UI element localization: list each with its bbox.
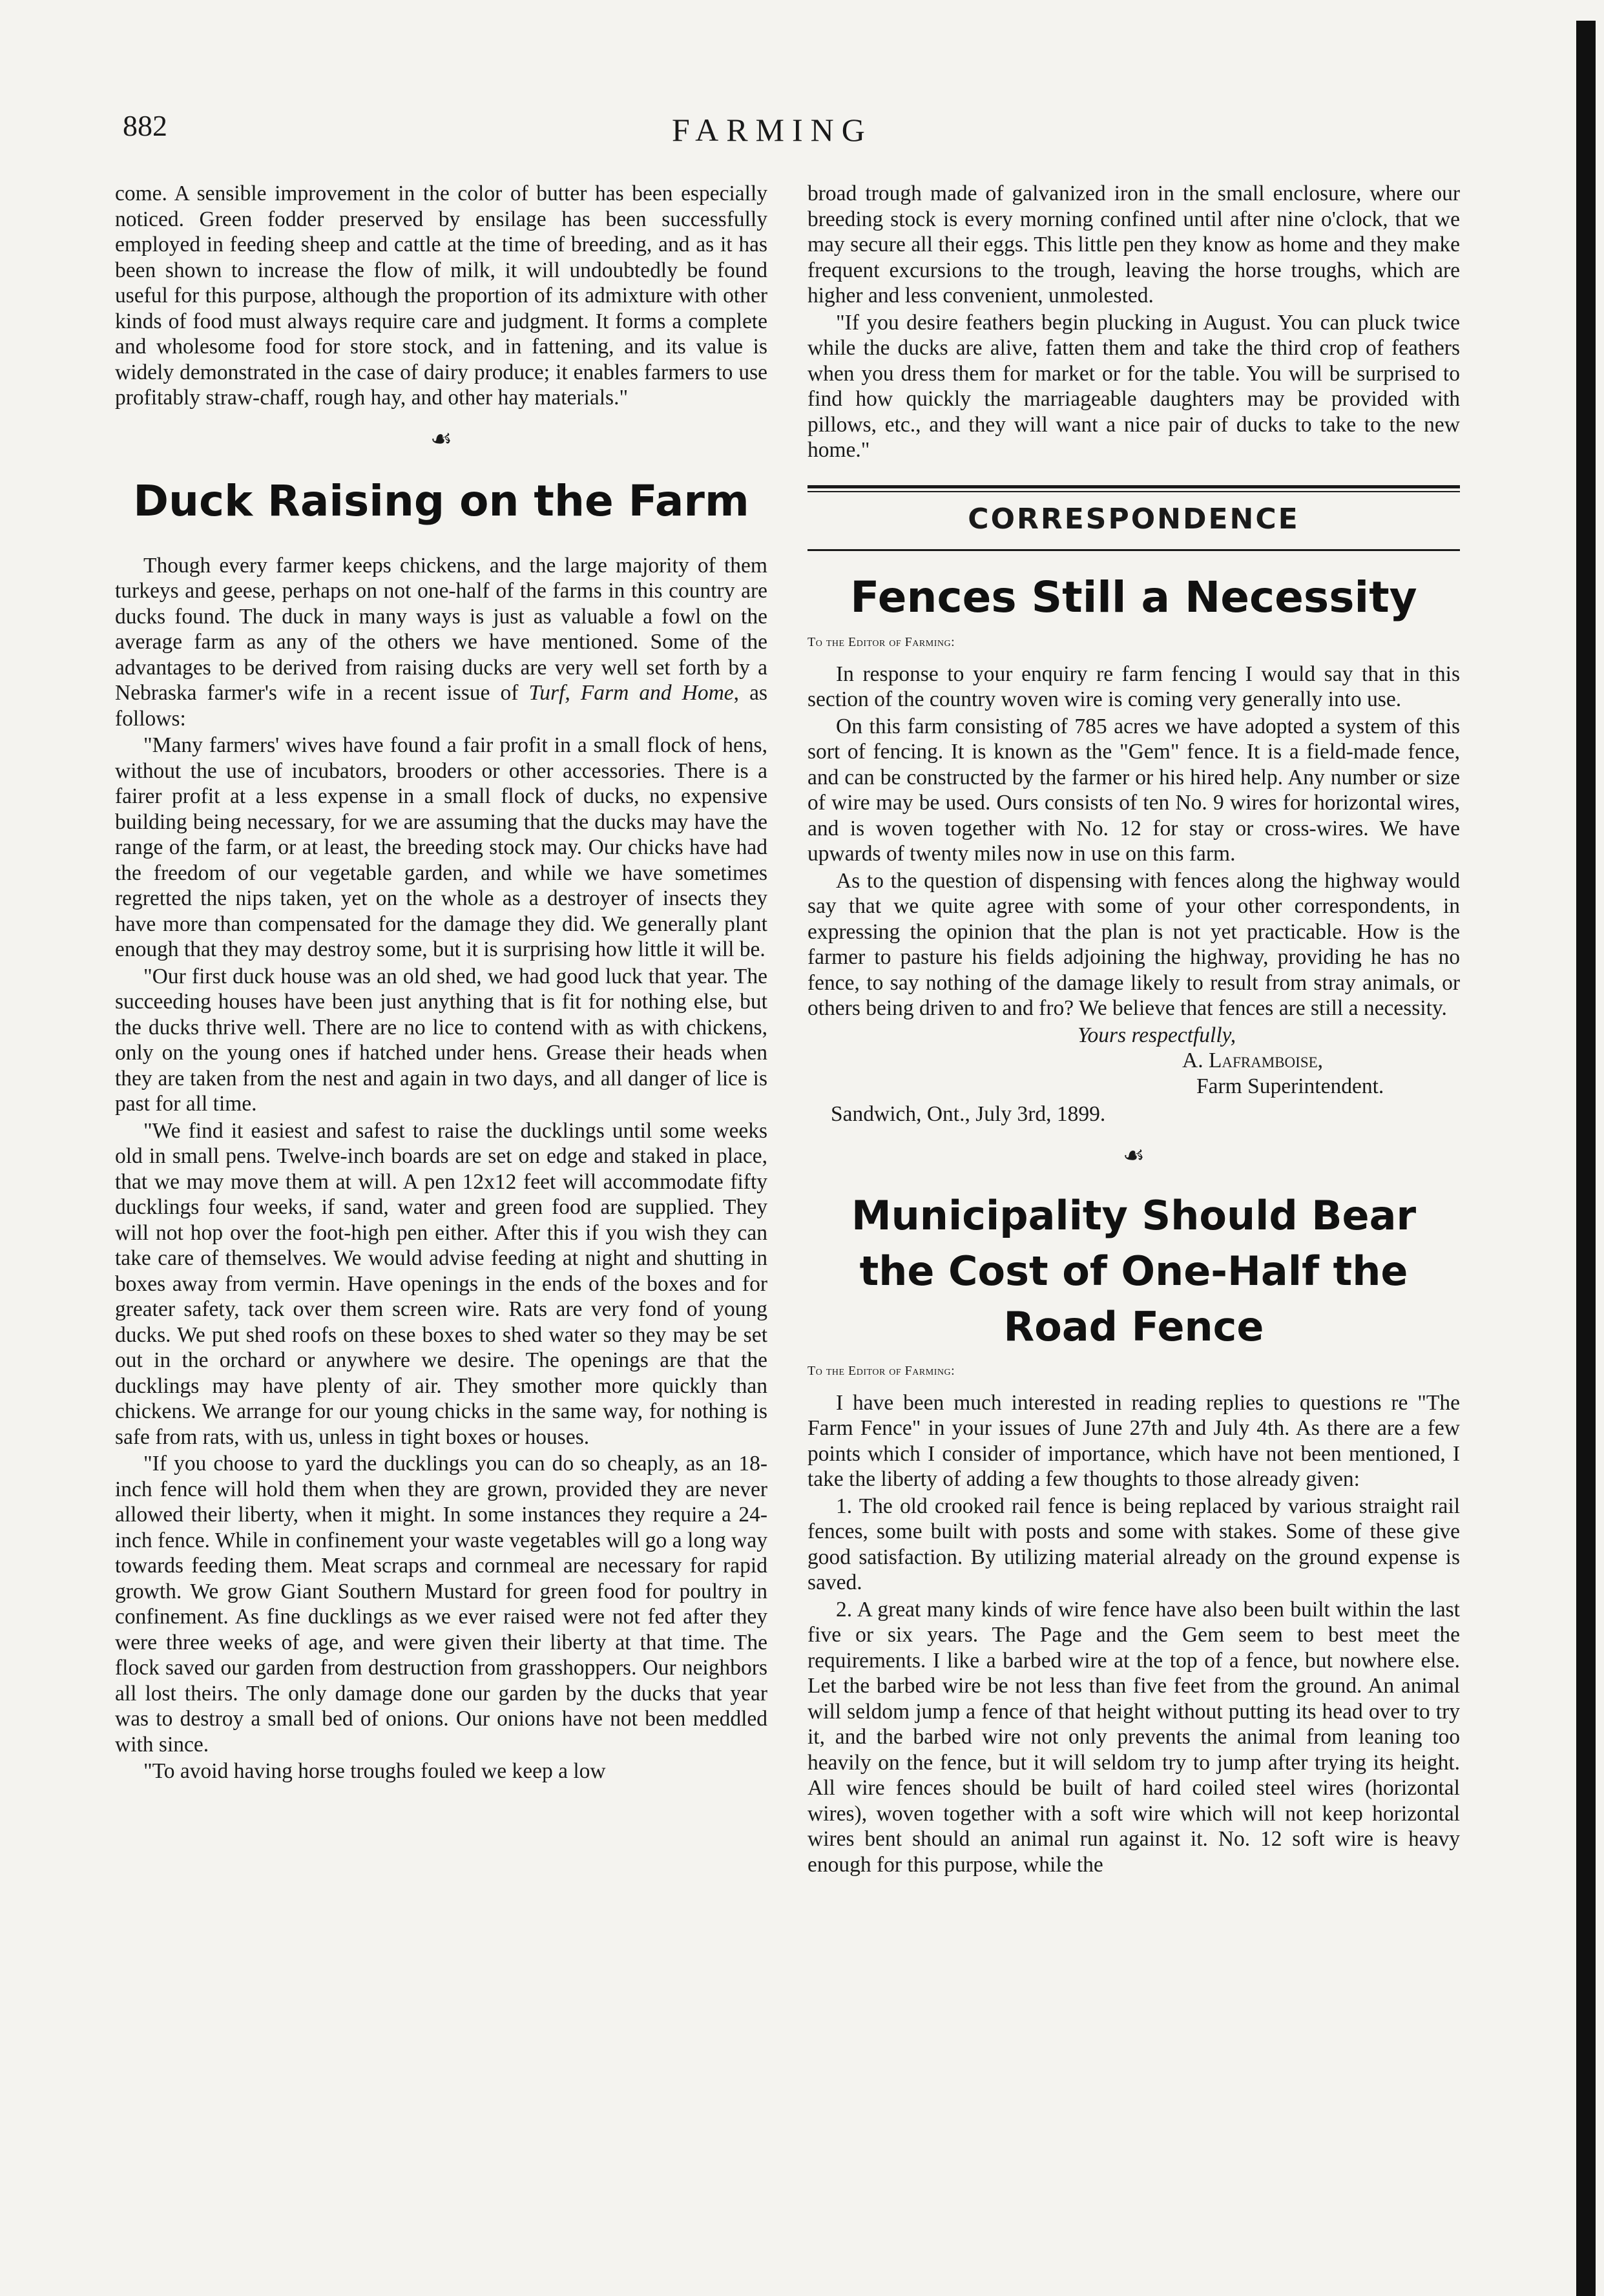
letter-paragraph: In response to your enquiry re farm fencing I would say that in this section of the country woven wire is coming very generally into use. bbox=[807, 662, 1460, 711]
letter-paragraph: On this farm consisting of 785 acres we have adopted a system of this sort of fencing. It is known as the "Gem" fence. It is a field-made fence, and can be constructed by the farmer or his hired help. Any number or size of wire may be used. Ours consists of ten No. 9 wires for horizontal wires, and is woven together with No. 12 for stay or cross-wires. We have upwards of twenty miles now in use on this farm. bbox=[807, 714, 1460, 866]
continued-paragraph: "If you desire feathers begin plucking in August. You can pluck twice while the ducks are alive, fatten them and take the third crop of feathers when you dress them for market or for the table. You will be surprised to find how quickly the marriageable daughters may be provided with pillows, etc., and they will want a nice pair of ducks to take to the new home." bbox=[807, 310, 1460, 462]
article-paragraph: "To avoid having horse troughs fouled we keep a low bbox=[143, 1759, 606, 1783]
page-number: 882 bbox=[123, 109, 167, 142]
continued-paragraph: come. A sensible improvement in the color of butter has been especially noticed. Green fodder preserved by ensilage has been successfully employed in feeding sheep and cattle at the time of breeding, and as it has been shown to increase the flow of milk, it will undoubtedly be found useful for this purpose, although the proportion of its admixture with other kinds of food must always require care and judgment. It forms a complete and wholesome food for store stock, and in fattening, and its value is widely demonstrated in the case of dairy produce; it enables farmers to use profitably straw-chaff, rough hay, and other hay materials." bbox=[115, 182, 767, 410]
letter-title-fences: Fences Still a Necessity bbox=[850, 572, 1417, 622]
letter-paragraph: 1. The old crooked rail fence is being replaced by various straight rail fences, some built with posts and some with stakes. Some of these give good satisfaction. By utilizing material already on the ground expense is saved. bbox=[807, 1494, 1460, 1594]
article-paragraph: "We find it easiest and safest to raise the ducklings until some weeks old in small pens. Twelve-inch boards are set on edge and staked in place, that we may move them at will. A pen 12x12 feet will accommodate fifty ducklings four weeks, if sand, water and green food are supplied. They will not hop over the foot-high pen either. After this if you wish they can take care of themselves. We would advise feeding at night and shutting in boxes away from vermin. Have openings in the ends of the boxes and for greater safety, tack over them screen wire. Rats are very fond of young ducks. We put shed roofs on these boxes to shed water so they may be set out in the orchard or anywhere we desire. The openings are that the ducklings may have plenty of air. They smother more quickly than chickens. We arrange for our young chicks in the same way, for nothing is safe from rats, with us, unless in tight boxes or houses. bbox=[115, 1118, 767, 1449]
scan-edge-bar bbox=[1576, 21, 1596, 2296]
left-column bbox=[115, 181, 767, 1786]
running-title: FARMING bbox=[672, 112, 873, 148]
rule-divider bbox=[807, 549, 1460, 551]
article-intro bbox=[115, 553, 767, 732]
letter-paragraph: As to the question of dispensing with fences along the highway would say that we quite agree with some of your other correspondents, in expressing the opinion that the plan is not yet practicable. How is the farmer to pasture his fields adjoining the highway, providing he has no fence, to say nothing of the damage likely to result from stray animals, or others being driven to and fro? We believe that fences are still a necessity. bbox=[807, 868, 1460, 1020]
letter-closing: Yours respectfully, bbox=[1078, 1023, 1236, 1047]
signature-name: A. Laframboise, bbox=[1182, 1049, 1324, 1072]
letter-paragraph: 2. A great many kinds of wire fence have also been built within the last five or six years. The Page and the Gem seem to best meet the requirements. I like a barbed wire at the top of a fence, but nowhere else. Let the barbed wire be not less than five feet from the ground. An animal will seldom jump a fence of that height without putting its head over to try it, and the barbed wire not only prevents the animal from leaning too heavily on the fence, but it will seldom try to jump after trying its height. All wire fences should be built of hard coiled steel wires (horizontal wires), woven together with a soft wire which will not keep horizontal wires bent should an animal run against it. No. 12 soft wire is heavy enough for this purpose, while the bbox=[807, 1597, 1460, 1877]
article-title-duck-raising: Duck Raising on the Farm bbox=[133, 475, 749, 526]
article-paragraph: "If you choose to yard the ducklings you can do so cheaply, as an 18-inch fence will hold them when they are grown, provided they are never allowed their liberty, when it might. In some instances they require a 24-inch fence. While in confinement your waste vegetables will go a long way towards feeding them. Meat scraps and cornmeal are necessary for rapid growth. We grow Giant Southern Mustard for green food for poultry in confinement. As fine ducklings as we ever raised were not fed after they were three weeks of age, and were given their liberty at that time. The flock saved our garden from destruction from grasshoppers. Our neighbors all lost theirs. The only damage done our garden by the ducks that year was to destroy a small bed of onions. Our onions have not been meddled with since. bbox=[115, 1452, 767, 1757]
signature-title: Farm Superintendent. bbox=[1196, 1074, 1384, 1098]
intro-text-end: , as follows: bbox=[115, 681, 767, 731]
article-paragraph: "Many farmers' wives have found a fair profit in a small flock of hens, without the use of incubators, brooders or other accessories. There is a fairer profit at a less expense in a small flock of ducks, no expensive building being necessary, for we are assuming that the ducks may have the range of the farm, or at least, the breeding stock may. Our chicks have had the freedom of our vegetable garden, and while we have sometimes regretted the nips taken, yet on the whole as a destroyer of insects they have more than compensated for the damage they did. We generally plant enough that they may destroy some, but it is surprising how little it will be. bbox=[115, 733, 767, 961]
letter-title-municipality: Municipality Should Bear the Cost of One-Half the Road Fence bbox=[851, 1191, 1417, 1350]
letter-paragraph: I have been much interested in reading replies to questions re "The Farm Fence" in your issues of June 27th and July 4th. As there are a few points which I consider of importance, which have not been mentioned, I take the liberty of adding a few thoughts to those already given: bbox=[807, 1390, 1460, 1491]
intro-text: Though every farmer keeps chickens, and the large majority of them turkeys and geese, perhaps on not one-half of the farms in this country are ducks found. The duck in many ways is just as valuable a fowl on the average farm as any of the others we have mentioned. Some of the advantages to be derived from raising ducks are very well set forth by a Nebraska farmer's wife in a recent issue of bbox=[115, 553, 767, 705]
letter-salutation: To the Editor of Farming: bbox=[807, 634, 955, 649]
continued-paragraph: broad trough made of galvanized iron in the small enclosure, where our breeding stock is every morning confined until after nine o'clock, that we may secure all their eggs. This little pen they know as home and they make frequent excursions to the trough, leaving the horse troughs, which are higher and less convenient, unmolested. bbox=[807, 182, 1460, 308]
fleuron-ornament: ☙ bbox=[1122, 1142, 1145, 1169]
intro-source-publication: Turf, Farm and Home bbox=[528, 681, 734, 705]
article-paragraph: "Our first duck house was an old shed, we had good luck that year. The succeeding houses have been just anything that is fit for nothing else, but the ducks thrive well. There are no lice to contend with as with chickens, only on the young ones if hatched under hens. Grease their heads when they are taken from the nest and again in two days, and all danger of lice is past for all time. bbox=[115, 964, 767, 1116]
letter-dateline: Sandwich, Ont., July 3rd, 1899. bbox=[831, 1102, 1106, 1126]
fleuron-ornament: ☙ bbox=[430, 425, 453, 453]
letter-salutation: To the Editor of Farming: bbox=[807, 1363, 955, 1378]
correspondence-section-header bbox=[807, 485, 1460, 551]
section-heading: CORRESPONDENCE bbox=[968, 502, 1300, 536]
right-column bbox=[807, 181, 1460, 1879]
double-rule-divider bbox=[807, 485, 1460, 492]
